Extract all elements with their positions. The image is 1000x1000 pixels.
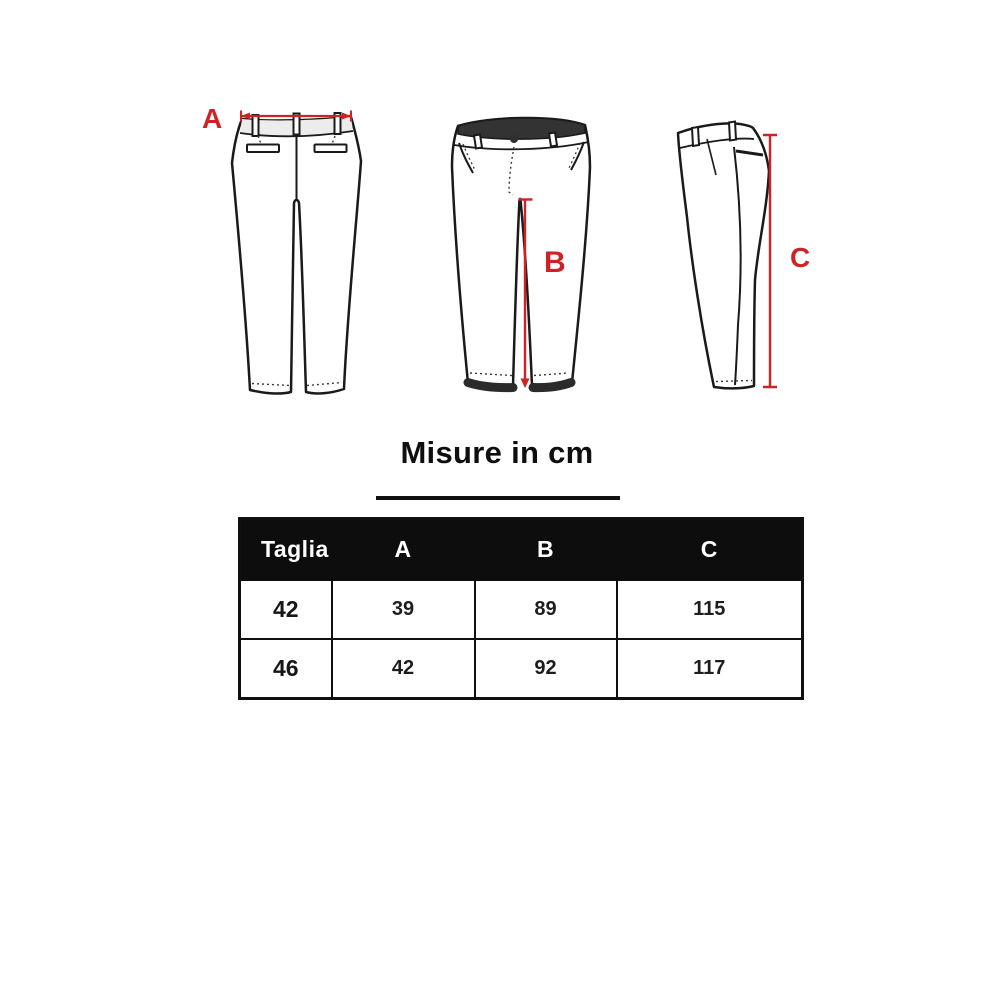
- back-pocket-welt: [247, 145, 279, 153]
- cell-size: 42: [240, 580, 332, 639]
- cell-b: 89: [475, 580, 617, 639]
- cell-a: 39: [332, 580, 475, 639]
- cell-b: 92: [475, 639, 617, 699]
- measurement-label-b: B: [544, 246, 566, 279]
- belt-loop: [253, 115, 259, 136]
- header-b: B: [475, 519, 617, 581]
- cell-c: 117: [617, 639, 803, 699]
- size-table: [238, 517, 804, 700]
- pants-back-view-figure: [195, 95, 395, 415]
- header-c: C: [617, 519, 803, 581]
- cell-c: 115: [617, 580, 803, 639]
- belt-loop: [729, 122, 736, 141]
- pants-side-view-figure: [650, 95, 850, 415]
- back-pocket-welt: [315, 145, 347, 153]
- page-title: Misure in cm: [400, 435, 594, 470]
- size-table-header: [240, 519, 803, 581]
- measurement-label-a: A: [202, 103, 223, 134]
- measurement-label-c: C: [790, 242, 811, 273]
- header-taglia: Taglia: [240, 519, 332, 581]
- title-underline: [376, 496, 620, 500]
- belt-loop: [474, 135, 482, 149]
- belt-loop: [692, 127, 699, 146]
- header-a: A: [332, 519, 475, 581]
- pants-front-view-figure: [430, 95, 630, 415]
- table-row-size-42: [240, 580, 803, 639]
- pants-outline: [678, 123, 769, 388]
- hem-dark: [533, 383, 571, 388]
- pants-outline: [452, 118, 590, 388]
- belt-loop: [549, 133, 557, 147]
- cell-a: 42: [332, 639, 475, 699]
- header-row: [240, 519, 803, 581]
- table-row-size-46: [240, 639, 803, 699]
- hem-dark: [468, 383, 513, 388]
- measure-arrowhead: [521, 379, 530, 389]
- waist-button: [510, 135, 518, 143]
- title-block: [299, 436, 695, 470]
- cell-size: 46: [240, 639, 332, 699]
